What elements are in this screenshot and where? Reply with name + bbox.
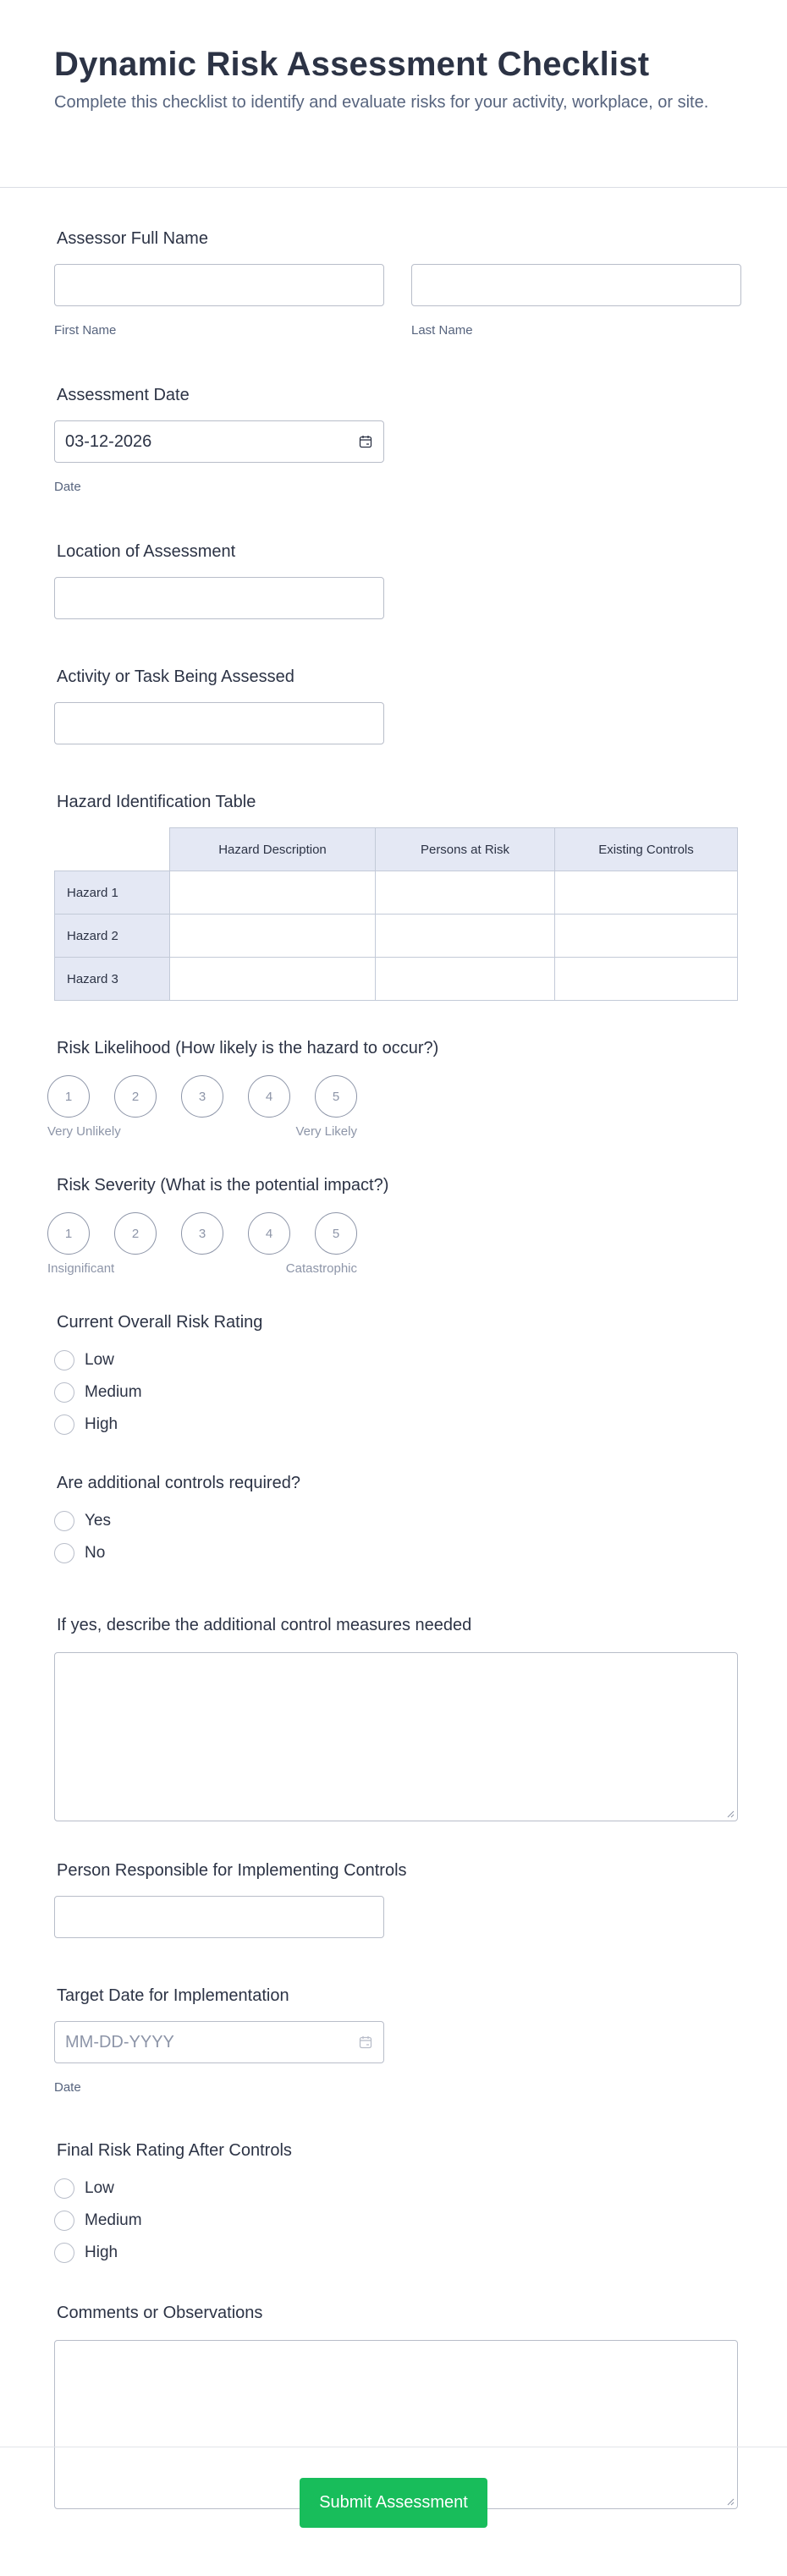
form-body xyxy=(0,228,787,2509)
severity-option[interactable]: 3 xyxy=(181,1212,223,1255)
likelihood-label: Risk Likelihood (How likely is the hazard to occur?) xyxy=(57,1039,439,1057)
severity-high-label: Catastrophic xyxy=(285,1261,357,1276)
table-row xyxy=(55,871,738,915)
radio-button[interactable] xyxy=(54,2178,74,2199)
form-footer xyxy=(0,2447,787,2576)
assessment-date-input[interactable]: 03-12-2026 xyxy=(54,420,384,463)
table-cell[interactable] xyxy=(376,958,555,1001)
first-name-sublabel: First Name xyxy=(54,323,117,338)
radio-label: Medium xyxy=(85,1383,142,1401)
radio-button[interactable] xyxy=(54,2243,74,2263)
final-rating-label: Final Risk Rating After Controls xyxy=(57,2141,292,2160)
table-cell[interactable] xyxy=(376,915,555,958)
table-cell[interactable] xyxy=(555,915,738,958)
current-rating-label: Current Overall Risk Rating xyxy=(57,1313,263,1332)
severity-option[interactable]: 4 xyxy=(248,1212,290,1255)
radio-label: High xyxy=(85,2244,118,2261)
calendar-icon[interactable] xyxy=(359,2035,372,2049)
table-row xyxy=(55,915,738,958)
likelihood-low-label: Very Unlikely xyxy=(47,1124,121,1139)
severity-low-label: Insignificant xyxy=(47,1261,115,1276)
last-name-input[interactable] xyxy=(411,264,741,306)
likelihood-question xyxy=(47,1038,738,1141)
location-question xyxy=(54,541,738,619)
page-subtitle: Complete this checklist to identify and evaluate risks for your activity, workplace, or site. xyxy=(54,93,709,112)
radio-button[interactable] xyxy=(54,1382,74,1403)
likelihood-scale xyxy=(47,1075,738,1118)
activity-question xyxy=(54,667,738,744)
radio-option-medium[interactable] xyxy=(54,1376,738,1409)
radio-option-high[interactable] xyxy=(54,2237,738,2269)
target-date-question xyxy=(54,1986,738,2095)
target-date-input[interactable]: MM-DD-YYYY xyxy=(54,2021,384,2063)
table-cell[interactable] xyxy=(555,958,738,1001)
location-label: Location of Assessment xyxy=(57,542,236,561)
radio-button[interactable] xyxy=(54,1350,74,1370)
assessor-name-label: Assessor Full Name xyxy=(57,229,208,248)
activity-input[interactable] xyxy=(54,702,384,744)
assessment-date-question xyxy=(54,385,738,494)
likelihood-option[interactable]: 1 xyxy=(47,1075,90,1118)
radio-option-high[interactable] xyxy=(54,1409,738,1441)
radio-option-yes[interactable] xyxy=(54,1505,738,1537)
severity-option[interactable]: 5 xyxy=(315,1212,357,1255)
assessor-name-question xyxy=(54,228,738,338)
calendar-icon[interactable] xyxy=(359,435,372,448)
additional-controls-question xyxy=(54,1473,738,1569)
control-measures-textarea[interactable] xyxy=(54,1652,738,1821)
likelihood-high-label: Very Likely xyxy=(295,1124,357,1139)
radio-label: Yes xyxy=(85,1512,111,1530)
radio-label: Low xyxy=(85,2179,114,2197)
row-header: Hazard 3 xyxy=(55,958,170,1001)
last-name-sublabel: Last Name xyxy=(411,323,473,338)
severity-question xyxy=(47,1175,738,1278)
first-name-input[interactable] xyxy=(54,264,384,306)
likelihood-option[interactable]: 2 xyxy=(114,1075,157,1118)
target-date-label: Target Date for Implementation xyxy=(57,1986,289,2005)
hazard-table xyxy=(54,827,738,1001)
table-corner xyxy=(55,828,170,871)
severity-scale xyxy=(47,1212,738,1255)
hazard-table-label: Hazard Identification Table xyxy=(57,793,256,811)
radio-button[interactable] xyxy=(54,1414,74,1435)
column-header: Existing Controls xyxy=(555,828,738,871)
hazard-table-question xyxy=(54,792,738,1001)
radio-button[interactable] xyxy=(54,1511,74,1531)
submit-button[interactable]: Submit Assessment xyxy=(300,2478,487,2528)
additional-controls-label: Are additional controls required? xyxy=(57,1474,300,1492)
table-cell[interactable] xyxy=(170,958,376,1001)
responsible-label: Person Responsible for Implementing Controls xyxy=(57,1861,407,1880)
control-measures-label: If yes, describe the additional control measures needed xyxy=(57,1616,472,1634)
row-header: Hazard 2 xyxy=(55,915,170,958)
table-cell[interactable] xyxy=(555,871,738,915)
form-header xyxy=(0,0,787,188)
final-rating-question xyxy=(54,2140,738,2269)
column-header: Hazard Description xyxy=(170,828,376,871)
radio-label: Medium xyxy=(85,2211,142,2229)
radio-option-no[interactable] xyxy=(54,1537,738,1569)
table-row xyxy=(55,958,738,1001)
row-header: Hazard 1 xyxy=(55,871,170,915)
target-date-sublabel: Date xyxy=(54,2080,81,2095)
radio-label: No xyxy=(85,1544,106,1562)
current-rating-question xyxy=(54,1312,738,1441)
likelihood-option[interactable]: 3 xyxy=(181,1075,223,1118)
assessment-date-sublabel: Date xyxy=(54,480,81,494)
radio-button[interactable] xyxy=(54,1543,74,1563)
radio-label: High xyxy=(85,1415,118,1433)
responsible-input[interactable] xyxy=(54,1896,384,1938)
responsible-question xyxy=(54,1860,738,1938)
table-cell[interactable] xyxy=(170,871,376,915)
radio-label: Low xyxy=(85,1351,114,1369)
assessment-date-label: Assessment Date xyxy=(57,386,190,404)
severity-option[interactable]: 1 xyxy=(47,1212,90,1255)
likelihood-option[interactable]: 5 xyxy=(315,1075,357,1118)
severity-option[interactable]: 2 xyxy=(114,1212,157,1255)
radio-button[interactable] xyxy=(54,2211,74,2231)
table-cell[interactable] xyxy=(170,915,376,958)
column-header: Persons at Risk xyxy=(376,828,555,871)
table-cell[interactable] xyxy=(376,871,555,915)
resize-handle-icon[interactable] xyxy=(726,1810,735,1818)
activity-label: Activity or Task Being Assessed xyxy=(57,667,294,686)
likelihood-option[interactable]: 4 xyxy=(248,1075,290,1118)
comments-label: Comments or Observations xyxy=(57,2304,263,2322)
radio-option-low[interactable] xyxy=(54,2172,738,2205)
severity-label: Risk Severity (What is the potential impact?) xyxy=(57,1176,389,1195)
page-title: Dynamic Risk Assessment Checklist xyxy=(54,46,650,83)
radio-option-medium[interactable] xyxy=(54,2205,738,2237)
location-input[interactable] xyxy=(54,577,384,619)
control-measures-question xyxy=(54,1615,738,1821)
radio-option-low[interactable] xyxy=(54,1344,738,1376)
